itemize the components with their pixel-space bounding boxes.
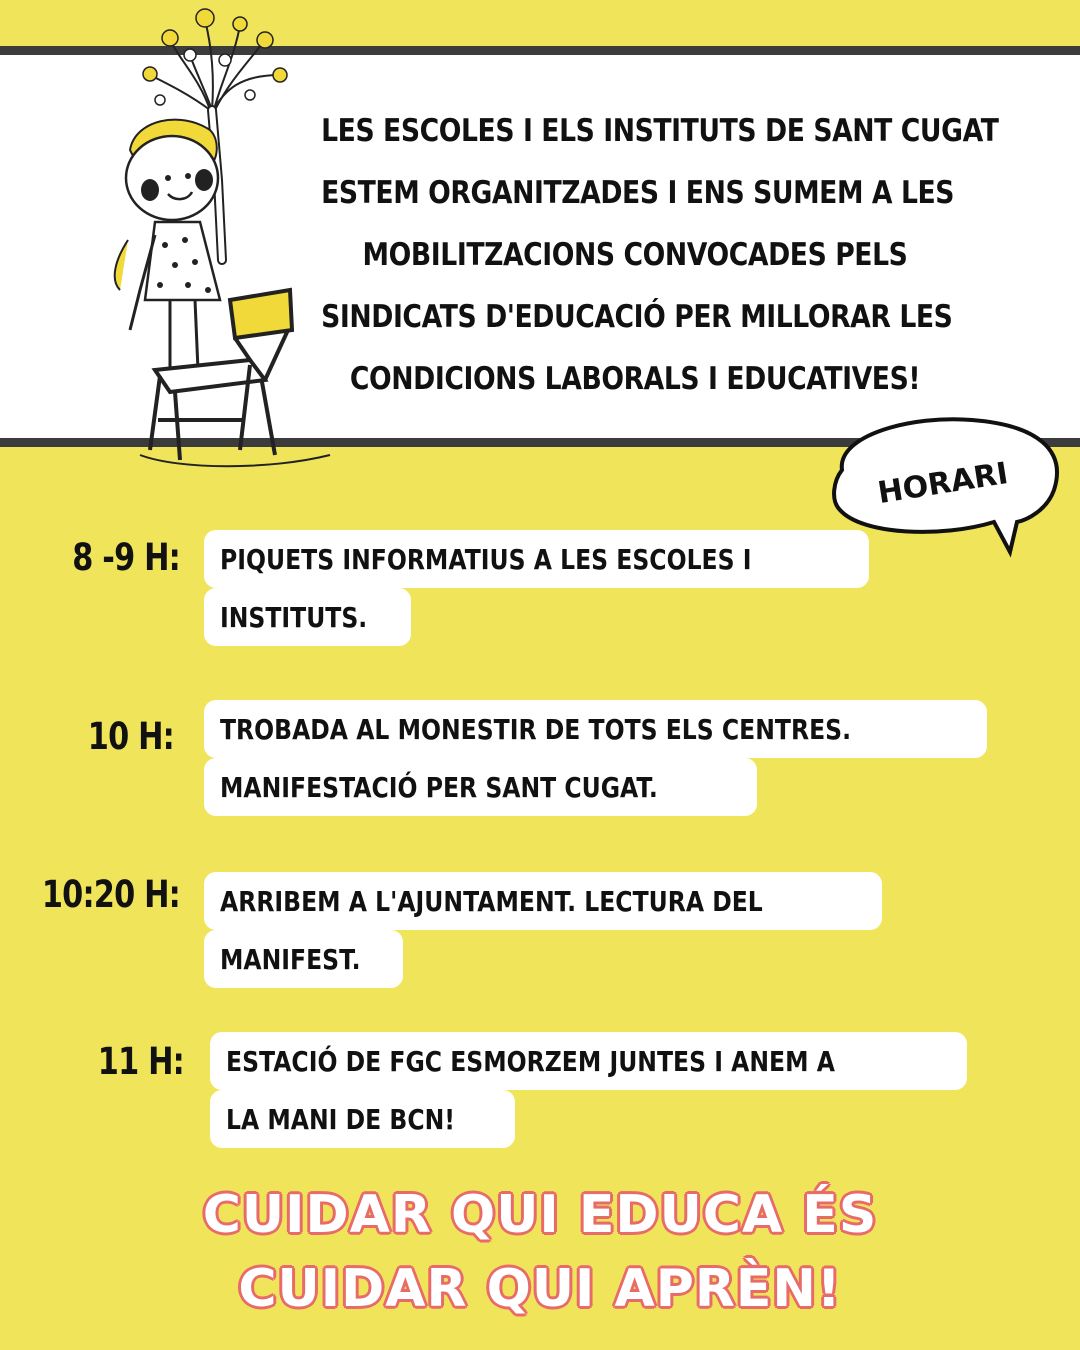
schedule-text-line: MANIFESTACIÓ PER SANT CUGAT.	[204, 758, 757, 816]
intro-text	[270, 100, 1000, 410]
intro-line: LES ESCOLES I ELS INSTITUTS DE SANT CUGAT	[321, 113, 999, 149]
schedule-time: 10 H:	[87, 715, 174, 758]
schedule-text-line: LA MANI DE BCN!	[210, 1090, 515, 1148]
schedule-text-line: ARRIBEM A L'AJUNTAMENT. LECTURA DEL	[204, 872, 882, 930]
schedule-title: HORARI	[875, 455, 1011, 512]
schedule-text-line: MANIFEST.	[204, 930, 403, 988]
schedule-time: 8 -9 H:	[72, 536, 180, 579]
schedule-time: 10:20 H:	[41, 873, 180, 916]
schedule-time: 11 H:	[97, 1040, 184, 1083]
intro-line: ESTEM ORGANITZADES I ENS SUMEM A LES	[321, 175, 955, 211]
schedule-text-line: INSTITUTS.	[204, 588, 411, 646]
intro-line: SINDICATS D'EDUCACIÓ PER MILLORAR LES	[321, 299, 953, 335]
schedule-text-line: TROBADA AL MONESTIR DE TOTS ELS CENTRES.	[204, 700, 987, 758]
intro-line: MOBILITZACIONS CONVOCADES PELS	[362, 237, 908, 273]
slogan-line: CUIDAR QUI EDUCA ÉS	[202, 1185, 878, 1245]
slogan-line: CUIDAR QUI APRÈN!	[238, 1259, 842, 1319]
intro-line: CONDICIONS LABORALS I EDUCATIVES!	[349, 361, 921, 397]
schedule-text-line: PIQUETS INFORMATIUS A LES ESCOLES I	[204, 530, 869, 588]
slogan	[0, 1178, 1080, 1326]
schedule-text-line: ESTACIÓ DE FGC ESMORZEM JUNTES I ANEM A	[210, 1032, 967, 1090]
